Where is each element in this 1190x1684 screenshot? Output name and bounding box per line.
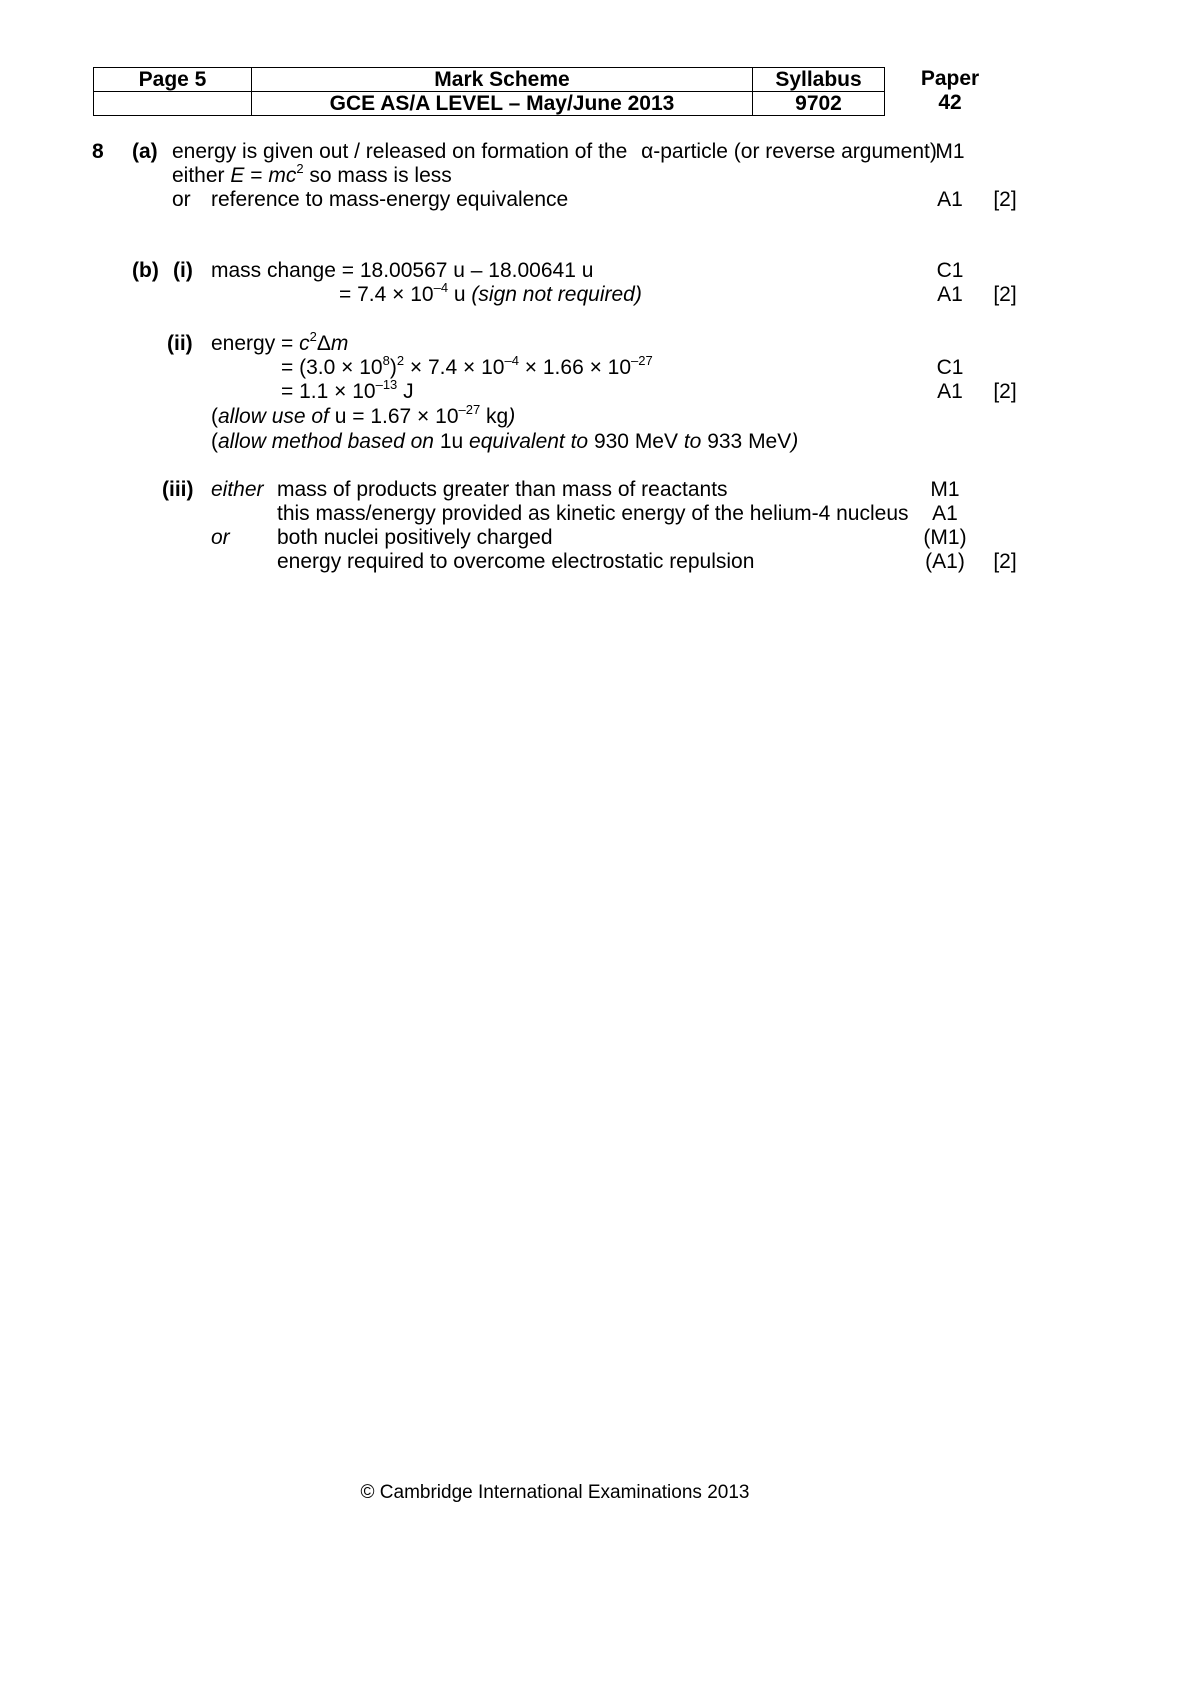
c-squared-sup: 2 [309,329,317,344]
header-subtitle-cell [251,91,753,116]
part-b-i-line2 [339,282,642,308]
calc-sup1: 8 [382,353,390,368]
part-b-ii-line2 [281,355,653,381]
header-title-cell [251,67,753,92]
part-a-line2-post: so mass is less [303,164,452,187]
c-symbol: c [299,332,310,355]
header-syllabus-code-cell [752,91,885,116]
mark-b-iii-2: A1 [932,502,958,525]
mev-low: 930 MeV [588,430,684,453]
part-b-iii-line1: mass of products greater than mass of reactants [277,478,728,501]
u-value-sup: –27 [458,402,481,417]
header-paper-number-cell [910,91,990,116]
paper-number: 42 [938,91,962,114]
mark-a-2: A1 [937,188,963,211]
calc-sup3: –4 [504,353,519,368]
copyright-footer: © Cambridge International Examinations 2013 [360,1482,750,1503]
to-word: to [683,430,702,453]
paren-close: ) [791,430,799,453]
page-number: Page 5 [138,68,207,91]
mark-b-iii-1: M1 [930,478,960,501]
mark-b-iii-3: (M1) [923,526,967,549]
allow-use-of: allow use of [218,405,329,428]
header-page-cell [93,67,252,92]
mc-symbol: mc [268,164,297,187]
part-a-line1 [172,139,937,165]
mark-b-ii-2: A1 [937,380,963,403]
part-b-ii-line3 [281,379,414,405]
part-a-line1-pre: energy is given out / released on formation of the [172,140,634,163]
u-value: u = 1.67 × 10 [328,405,459,428]
total-a: [2] [993,188,1017,211]
calc-a: = (3.0 × 10 [281,356,383,379]
paper-label: Paper [920,67,980,90]
part-b-iii-line4: energy required to overcome electrostatic repulsion [277,550,755,573]
mark-scheme-title: Mark Scheme [434,68,570,91]
paren-close: ) [508,405,516,428]
alpha-symbol: α [641,140,654,163]
energy-result: = 1.1 × 10 [281,380,376,403]
paren-open: ( [211,405,218,428]
unit-u: u [448,283,472,306]
syllabus-code: 9702 [795,92,842,115]
part-b-ii-line5 [211,429,798,455]
equals: = [244,164,269,187]
delta-symbol: Δ [316,332,331,355]
sign-note: (sign not required) [471,283,642,306]
part-a-line2-pre: either [172,164,231,187]
equivalent-to: equivalent to [469,430,589,453]
energy-result-sup: –13 [375,377,398,392]
exam-session: GCE AS/A LEVEL – May/June 2013 [329,92,675,115]
mark-a-1: M1 [935,140,965,163]
part-a-line2 [172,163,452,189]
kg-unit: kg [480,405,509,428]
total-b-ii: [2] [993,380,1017,403]
part-b-label: (b) [132,259,159,282]
mark-b-ii-1: C1 [936,356,964,379]
or-label: or [211,526,230,549]
syllabus-label: Syllabus [775,68,862,91]
allow-method: allow method based on [218,430,434,453]
mark-b-i-1: C1 [936,259,964,282]
header-syllabus-label-cell [752,67,885,92]
energy-unit: J [397,380,414,403]
part-b-i-line1: mass change = 18.00567 u – 18.00641 u [211,259,594,282]
paren-open: ( [211,430,218,453]
mark-b-i-2: A1 [937,283,963,306]
part-a-line1-post: -particle (or reverse argument) [653,140,937,163]
mev-high: 933 MeV [701,430,792,453]
part-b-iii-line2: this mass/energy provided as kinetic energy of the helium-4 nucleus [277,502,909,525]
calc-sup4: –27 [631,353,653,368]
total-b-iii: [2] [993,550,1017,573]
part-b-ii-line1 [211,331,348,357]
one-u: 1u [433,430,470,453]
exponent-sup: –4 [433,280,449,295]
mark-b-iii-4: (A1) [925,550,965,573]
part-a-label: (a) [132,140,158,163]
calc-sup2: 2 [396,353,405,368]
mass-change-value: = 7.4 × 10 [339,283,434,306]
part-a-or-label: or [172,188,191,211]
part-b-ii-line4 [211,404,515,430]
part-b-iii-label: (iii) [162,478,194,501]
squared-sup: 2 [296,161,304,176]
part-a-line3: reference to mass-energy equivalence [211,188,569,211]
energy-symbol: E [230,164,245,187]
calc-c: × 7.4 × 10 [404,356,505,379]
either-label: either [211,478,264,501]
calc-d: × 1.66 × 10 [518,356,632,379]
question-number: 8 [92,140,104,163]
part-b-iii-line3: both nuclei positively charged [277,526,553,549]
energy-eq-pre: energy = [211,332,300,355]
total-b-i: [2] [993,283,1017,306]
part-b-ii-label: (ii) [167,332,193,355]
header-paper-label-cell [910,67,990,92]
header-blank-cell [93,91,252,116]
m-symbol: m [330,332,349,355]
part-b-i-label: (i) [173,259,193,282]
calc-b: ) [389,356,397,379]
